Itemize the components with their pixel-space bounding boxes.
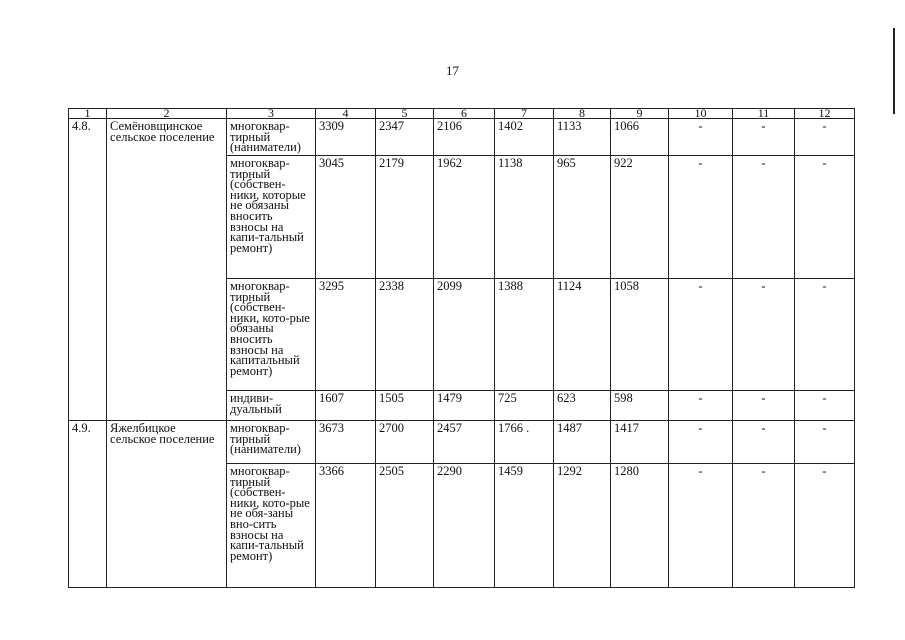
value-cell: - xyxy=(669,421,733,464)
value-cell: - xyxy=(733,421,795,464)
value-cell: - xyxy=(669,279,733,391)
value-cell: 3673 xyxy=(316,421,376,464)
value-cell: 1766 . xyxy=(495,421,554,464)
value-cell: 2106 xyxy=(434,119,495,156)
column-number-header: 2 xyxy=(107,109,227,119)
housing-type: многоквар-тирный (наниматели) xyxy=(227,119,316,156)
value-cell: 1962 xyxy=(434,156,495,279)
value-cell: 2179 xyxy=(376,156,434,279)
housing-type: многоквар-тирный (наниматели) xyxy=(227,421,316,464)
column-number-header: 6 xyxy=(434,109,495,119)
value-cell: 3045 xyxy=(316,156,376,279)
value-cell: 2505 xyxy=(376,464,434,588)
value-cell: 1487 xyxy=(554,421,611,464)
value-cell: 965 xyxy=(554,156,611,279)
value-cell: - xyxy=(733,279,795,391)
value-cell: - xyxy=(669,464,733,588)
value-cell: 3366 xyxy=(316,464,376,588)
table-row xyxy=(69,119,855,156)
value-cell: 2457 xyxy=(434,421,495,464)
value-cell: 1479 xyxy=(434,391,495,421)
value-cell: - xyxy=(733,391,795,421)
housing-type: многоквар-тирный (собствен-ники, кото-рые не обя-заны вно-сить взносы на капи-тальный ремонт) xyxy=(227,464,316,588)
value-cell: 1292 xyxy=(554,464,611,588)
column-number-header: 8 xyxy=(554,109,611,119)
column-number-header: 7 xyxy=(495,109,554,119)
value-cell: 1058 xyxy=(611,279,669,391)
scan-edge-mark xyxy=(893,28,895,114)
value-cell: - xyxy=(669,119,733,156)
value-cell: - xyxy=(795,119,855,156)
value-cell: 1388 xyxy=(495,279,554,391)
value-cell: - xyxy=(669,156,733,279)
column-number-header: 10 xyxy=(669,109,733,119)
value-cell: - xyxy=(795,421,855,464)
value-cell: - xyxy=(795,391,855,421)
value-cell: 1607 xyxy=(316,391,376,421)
column-number-header: 1 xyxy=(69,109,107,119)
value-cell: - xyxy=(733,156,795,279)
value-cell: 1066 xyxy=(611,119,669,156)
column-number-header: 9 xyxy=(611,109,669,119)
value-cell: 1402 xyxy=(495,119,554,156)
column-number-header: 12 xyxy=(795,109,855,119)
housing-type: многоквар-тирный (собствен-ники, которые не обязаны вносить взносы на капи-тальный ремонт) xyxy=(227,156,316,279)
value-cell: 3309 xyxy=(316,119,376,156)
housing-type: индиви-дуальный xyxy=(227,391,316,421)
value-cell: 2700 xyxy=(376,421,434,464)
row-number: 4.8. xyxy=(69,119,107,421)
page-number: 17 xyxy=(446,63,459,78)
value-cell: - xyxy=(733,464,795,588)
value-cell: 2099 xyxy=(434,279,495,391)
column-number-header: 4 xyxy=(316,109,376,119)
value-cell: 1124 xyxy=(554,279,611,391)
value-cell: - xyxy=(669,391,733,421)
table-row xyxy=(69,421,855,464)
column-number-header: 5 xyxy=(376,109,434,119)
column-number-header: 11 xyxy=(733,109,795,119)
value-cell: 1505 xyxy=(376,391,434,421)
value-cell: 1417 xyxy=(611,421,669,464)
value-cell: 1459 xyxy=(495,464,554,588)
settlement-name: Семёновщинское сельское поселение xyxy=(107,119,227,421)
value-cell: - xyxy=(795,464,855,588)
value-cell: 598 xyxy=(611,391,669,421)
column-number-row xyxy=(69,109,855,119)
value-cell: 2347 xyxy=(376,119,434,156)
value-cell: 3295 xyxy=(316,279,376,391)
value-cell: 1133 xyxy=(554,119,611,156)
value-cell: - xyxy=(795,279,855,391)
value-cell: 725 xyxy=(495,391,554,421)
tariff-table xyxy=(68,108,855,588)
value-cell: - xyxy=(795,156,855,279)
value-cell: 1280 xyxy=(611,464,669,588)
value-cell: - xyxy=(733,119,795,156)
value-cell: 2338 xyxy=(376,279,434,391)
column-number-header: 3 xyxy=(227,109,316,119)
row-number: 4.9. xyxy=(69,421,107,588)
housing-type: многоквар-тирный (собствен-ники, кото-рые обязаны вносить взносы на капитальный ремонт) xyxy=(227,279,316,391)
value-cell: 2290 xyxy=(434,464,495,588)
value-cell: 1138 xyxy=(495,156,554,279)
settlement-name: Яжелбицкое сельское поселение xyxy=(107,421,227,588)
value-cell: 922 xyxy=(611,156,669,279)
value-cell: 623 xyxy=(554,391,611,421)
